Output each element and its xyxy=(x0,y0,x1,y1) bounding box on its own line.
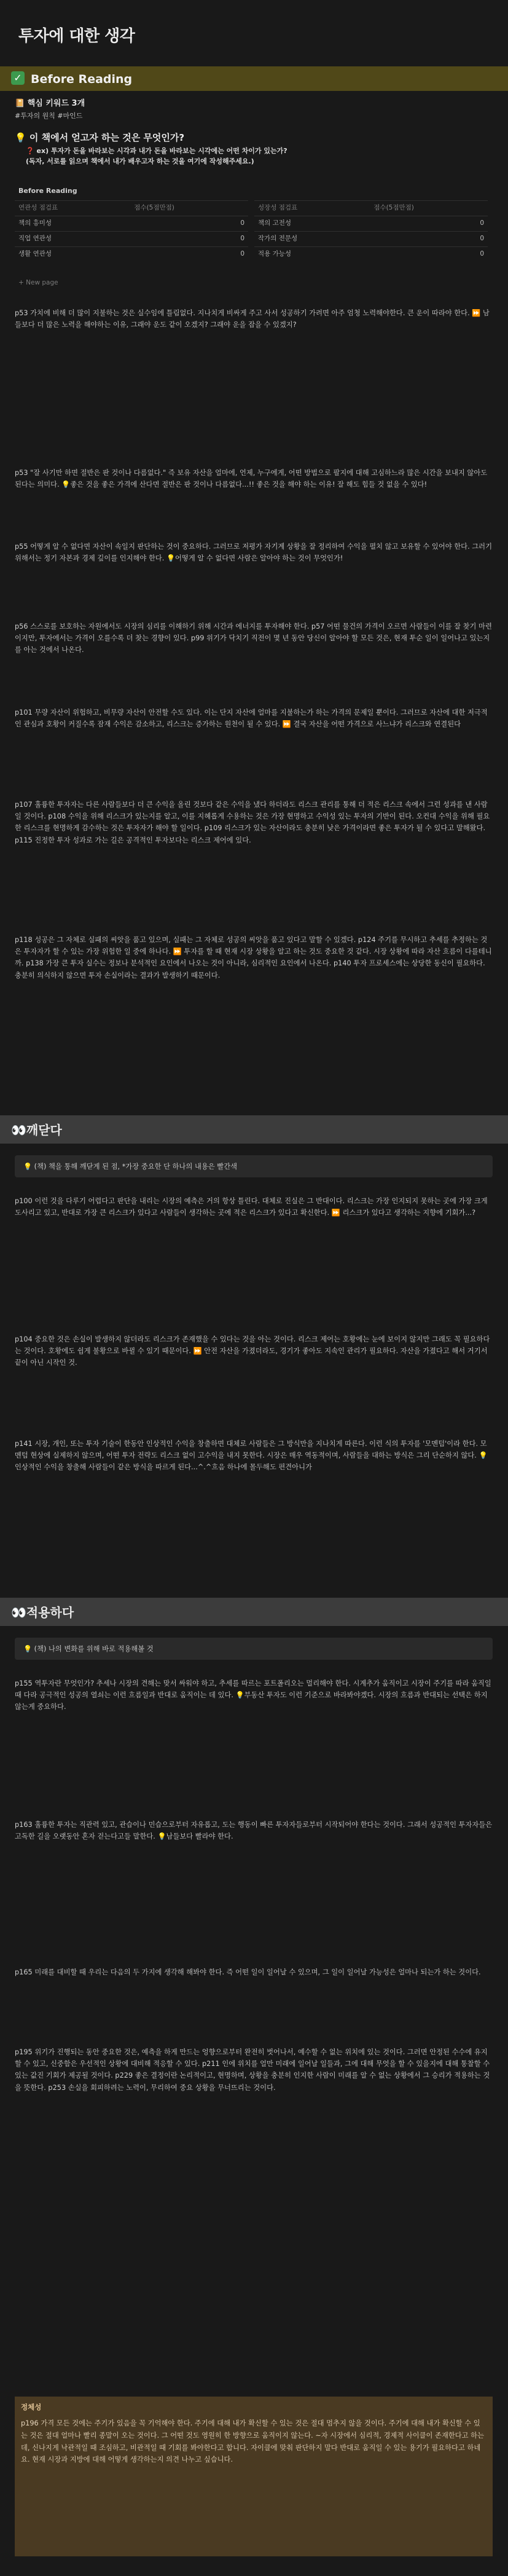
reading-note: p53 가치에 비해 더 많이 지불하는 것은 실수임에 틀림없다. 지나치게 비싸게 주고 사서 성공하기 가려면 아주 엄청 노력해야한다. 큰 운이 따라야 한다. ⏩ 남들보다 더 많은 노력을 해야하는 이유, 그래야 운도 같이 오겠지? 그래야 운을 잡을 수 있겠지? xyxy=(15,309,490,329)
realize-note: p141 시장, 개인, 또는 투자 기술이 한동안 인상적인 수익을 창출하면 대체로 사람들은 그 방식만을 지나치게 따른다. 이런 식의 투자를 '모멘텀'이라 한다. 모멘텀 현상에 실제하지 않으며, 어떤 투자 전략도 리스크 없이 고수익을 내지 못한다. 시장은 매우 역동적이며, 사람들을 대하는 방식은 그리 단순하지 않다. 💡인상적인 수익을 창출해 사람들이 같은 방식을 따르게 된다...^.^흐음 하나에 몰두해도 편견아니가 xyxy=(15,1440,488,1472)
apply-header xyxy=(0,1598,508,1626)
question-heading: 💡 이 책에서 얻고자 하는 것은 무엇인가? xyxy=(15,132,185,143)
apply-heading: 👀적용하다 xyxy=(11,1605,74,1620)
realize-note: p104 중요한 것은 손실이 발생하지 않더라도 리스크가 존재했을 수 있다는 것을 아는 것이다. 리스크 제어는 호황에는 눈에 보이지 않지만 그래도 꼭 필요하다는 것이다. 호황에도 쉽게 불황으로 바뀔 수 있기 때문이다. ⏩ 안전 자산을 가졌더라도, 경기가 좋아도 지속인 관리가 필요하다. 자산을 가졌다고 해서 거기서 끝이 아닌 시작인 것. xyxy=(15,1335,490,1367)
table-row[interactable]: 생활 연관성 0 xyxy=(15,247,248,262)
keyword-heading: 📔 핵심 키워드 3개 xyxy=(15,99,85,108)
table-row[interactable]: 작가의 전문성 0 xyxy=(254,232,488,247)
summary-block xyxy=(15,2397,493,2556)
apply-note: p195 위기가 진행되는 동안 중요한 것은, 예측을 하게 만드는 엉향으로부터 완전히 벗어나서, 예수할 수 없는 위치에 있는 것이다. 그러면 안정된 수수에 유지할 수 있고, 신중함은 우선적인 상황에 대비해 적응할 수 있다. p211 인에 위치를 얼만 미래에 일어날 일들과, 그에 대해 무엇을 할 수 있을지에 대해 통찰할 수 있는 값진 기회가 제공될 것이다. p229 좋은 결정이란 논리적이고, 현명하며, 상황을 충분히 인지한 사람이 미래를 알 수 없는 상황에서 그 승리가 적용하는 것을 뜻한다. p253 손실을 회피하려는 노력이, 무리하여 중요 상황을 무너뜨리는 것이다. xyxy=(15,2048,490,2092)
growth-table: 성장성 점검표 점수(5점만점) 책의 고전성 0 작가의 전문성 0 적용 가능성 0 xyxy=(254,200,488,262)
table-row[interactable]: 적용 가능성 0 xyxy=(254,247,488,262)
page-title: 투자에 대한 생각 xyxy=(18,27,135,45)
table-row[interactable]: 직업 연관성 0 xyxy=(15,232,248,247)
tags: #투자의 원칙 #마인드 xyxy=(15,112,83,120)
before-reading-database[interactable] xyxy=(15,186,494,289)
apply-note: p165 미래를 대비할 때 우리는 다음의 두 가지에 생각해 해봐야 한다. 즉 어떤 일이 일어날 수 있으며, 그 일이 일어날 가능성은 얼마나 되는가 하는 것이다. xyxy=(15,1968,481,1976)
table-row[interactable]: 책의 흥미성 0 xyxy=(15,216,248,232)
reading-note: p118 성공은 그 자체로 실패의 씨앗을 품고 있으며, 실패는 그 자체로 성공의 씨앗을 품고 있다고 말할 수 있겠다. p124 주기를 무시하고 추세를 추정하는 것은 투자자가 할 수 있는 가장 위험한 일 중에 하나다. ⏩ 투자를 할 때 현재 시장 상황을 알고 하는 것도 중요한 것 같다. 시장 상황에 따라 자산 흐름이 다를테니까. p138 가장 큰 투자 실수는 정보나 분석적인 요인에서 나오는 것이 아니라, 심리적인 요인에서 나온다. p140 투자 프로세스에는 상당한 동신이 필요하다. 충분히 의식하지 않으면 투자 손실이라는 결과가 발생하기 때문이다. xyxy=(15,936,492,980)
apply-note: p155 역투자란 무엇인가? 추세나 시장의 견해는 맞서 싸워야 하고, 추세를 따르는 포트폴리오는 멀리해야 한다. 시계추가 움직이고 시장이 주기를 따라 움직일 때 다라 공극적인 성공의 열쇠는 이런 흐름일과 반대로 움직이는 데 있다. 💡부동산 투자도 이런 기준으로 바라봐야겠다. 시장의 흐름과 반대되는 선택은 하지 않는게 중요하다. xyxy=(15,1679,491,1711)
table-row[interactable]: 책의 고전성 0 xyxy=(254,216,488,232)
reading-note: p56 스스로를 보호하는 자원에서도 시장의 심리를 이해하기 위해 시간과 에너지를 투자해야 한다. p57 어떤 물건의 가격이 오르면 사람들이 이를 잘 찾기 마련이지만, 투자에서는 가격이 오를수록 더 찾는 경향이 있다. p99 위기가 닥치기 직전이 몇 년 동안 당신이 알아야 할 모든 것은, 현재 투순 일이 일어나고 있는지를 아는 것에서 나온다. xyxy=(15,622,492,654)
new-page-button[interactable]: + New page xyxy=(18,279,58,286)
database-title[interactable]: Before Reading xyxy=(18,187,77,195)
realize-heading: 👀깨닫다 xyxy=(11,1123,62,1137)
realize-callout: 💡 (책) 책을 통해 깨닫게 된 점, *가장 중요한 단 하나의 내용은 빨간색 xyxy=(15,1155,493,1177)
reading-note: p55 어떻게 알 수 없다면 자산이 속일지 판단하는 것이 중요하다. 그러므로 저평가 자기계 상황을 잘 정리하여 수익을 펼치 않고 보유할 수 있어야 한다. 그러기 위해서는 정기 자본과 경제 깊이를 인지해야 한다. 💡어떻게 알 수 없다면 사람은 알아야 하는 것이 무엇인가! xyxy=(15,543,493,563)
apply-note: p163 훌륭한 투자는 직관력 있고, 관습이나 민습으로부터 자유롭고, 도는 행동이 빠른 투자자들로부터 시작되어야 한다는 것이다. 그래서 성공적인 투자자들은 고독한 길을 오랫동안 혼자 걷는다고들 말한다. 💡남들보다 빨라야 한다. xyxy=(15,1821,493,1841)
realize-note: p100 이런 것을 다루기 어렵다고 판단을 내리는 시장의 예측은 거의 항상 틀린다. 대체로 진실은 그 반대이다. 리스크는 가장 인지되지 못하는 곳에 가장 크게 도사리고 있고, 반대로 가장 큰 리스크가 있다고 사람들이 생각하는 곳에 적은 리스크가 있다고 확신한다. ⏩ 리스크가 있다고 생각하는 지향에 기회가...? xyxy=(15,1197,488,1217)
before-reading-heading: Before Reading xyxy=(31,73,133,86)
apply-callout: 💡 (책) 나의 변화를 위해 바로 적용해볼 것 xyxy=(15,1638,493,1660)
realize-header xyxy=(0,1115,508,1144)
summary-title: 정체성 xyxy=(21,2403,42,2411)
summary-text: p196 가격 모든 것에는 주기가 있음을 꼭 기억해야 한다. 주기에 대해 내가 확신할 수 있는 것은 절대 멈추지 않을 것이다. 주기에 대해 내가 확신할 수 있는 것은 절대 얼마나 빨리 종말이 오는 것이다. 그 어떤 것도 영원히 한 방향으로 움직이지 않는다. ~자 시장에서 심리적, 경제적 사이클이 존재한다고 하는데, 신나지게 낙관적일 때 조심하고, 비관적일 때 기회를 봐야한다고 합니다. 자이클에 맞춰 판단하지 말다 반대로 움직일 수 있는 용기가 필요하다고 하네요. 현재 시장과 지방에 대해 어떻게 생각하는지 의견 나누고 싶습니다. xyxy=(21,2419,485,2464)
before-reading-header xyxy=(0,66,508,91)
reading-note: p53 "잘 사기만 하면 절반은 판 것이나 다름없다." 즉 보유 자산을 얼마에, 언제, 누구에게, 어떤 방법으로 팔지에 대해 고심하느라 많은 시간을 보내지 않아도 된다는 의미다. 💡좋은 것을 좋은 가격에 산다면 절반은 판 것이나 다름없다...!! 좋은 것을 해야 하는 이유! 잘 해도 힘들 것 없을 수 있다! xyxy=(15,469,488,489)
reading-note: p101 무량 자산이 위험하고, 비무량 자산이 안전할 수도 있다. 이는 단지 자산에 얼마를 지불하는가 하는 가격의 문제일 뿐이다. 그러므로 자산에 대한 저극적인 관심과 호황이 커질수록 잠재 수익은 감소하고, 리스크는 증가하는 원천이 될 수 있다. ⏩ 결국 자산을 어떤 가격으로 사느냐가 리스크와 연결된다 xyxy=(15,709,488,729)
reading-note: p107 훌륭한 투자자는 다른 사람들보다 더 큰 수익을 올린 것보다 같은 수익을 냈다 하더라도 리스크 관리를 통해 더 적은 리스크 속에서 그런 성과를 낸 사람일 것이다. p108 수익을 위해 리스크가 있는지를 알고, 이를 지혜롭게 수용하는 것은 가장 현명하고 수익성 있는 투자의 기반이 된다. 오컨대 수익을 위해 필요한 리스크를 현명하게 감수하는 것은 투자자가 해야 할 일이다. p109 리스크가 있는 자산이라도 충분히 낮은 가격이라면 좋은 투자가 될 수 있다고 말해왔다. p115 진정한 투자 성과로 가는 길은 공격적인 투자보다는 리스크 제어에 있다. xyxy=(15,801,490,844)
check-icon: ✓ xyxy=(11,71,25,85)
question-sub: ❓ ex) 투자가 돈을 바라보는 시각과 내가 돈을 바라보는 시각에는 어떤 차이가 있는가? (독자, 서로를 읽으며 책에서 내가 배우고자 하는 것을 여기에 작성해주세요.) xyxy=(26,147,287,165)
relevance-table: 연관성 점검표 점수(5점만점) 책의 흥미성 0 직업 연관성 0 생활 연관성 0 xyxy=(15,200,248,262)
